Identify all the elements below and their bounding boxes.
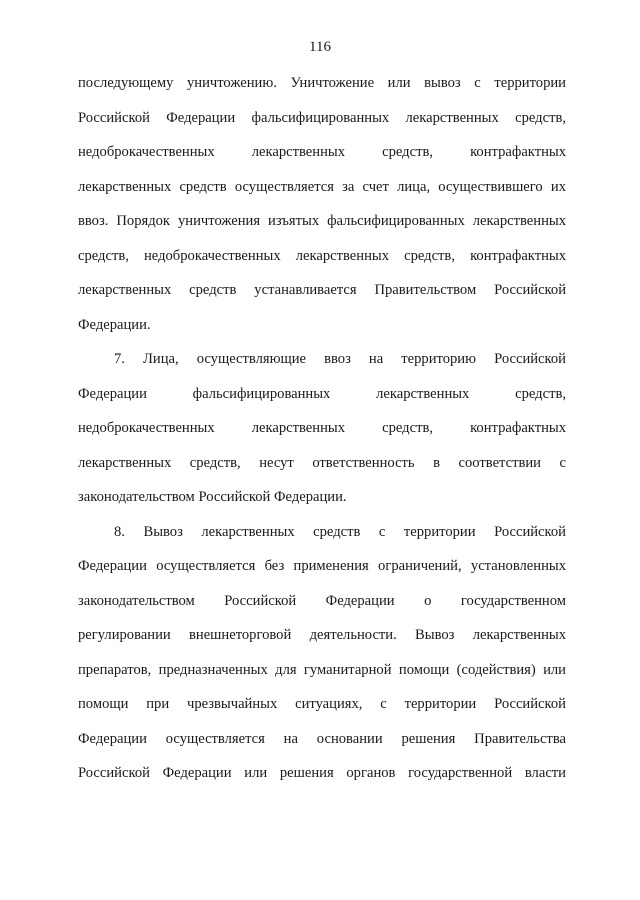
text-line: лекарственных средств устанавливается Правительством Российской	[78, 282, 566, 298]
text-line: законодательством Российской Федерации.	[78, 489, 347, 505]
text-line: Федерации осуществляется на основании решения Правительства	[78, 730, 566, 747]
text-line: лекарственных средств, несут ответственность в соответствии с	[78, 454, 566, 471]
paragraph-8	[78, 515, 566, 791]
paragraph-7	[78, 342, 566, 515]
text-line: законодательством Российской Федерации о государственном	[78, 592, 566, 609]
text-line: препаратов, предназначенных для гуманитарной помощи (содействия) или	[78, 661, 566, 678]
text-line: Российской Федерации или решения органов государственной власти	[78, 765, 566, 781]
text-line: средств, недоброкачественных лекарственных средств, контрафактных	[78, 247, 566, 264]
text-line: Федерации.	[78, 316, 151, 333]
text-line: Федерации осуществляется без применения ограничений, установленных	[78, 558, 566, 574]
text-line: последующему уничтожению. Уничтожение или вывоз с территории	[78, 75, 566, 91]
text-line: регулировании внешнеторговой деятельности. Вывоз лекарственных	[78, 627, 566, 643]
text-line: 7. Лица, осуществляющие ввоз на территорию Российской	[114, 351, 566, 367]
text-line: лекарственных средств осуществляется за счет лица, осуществившего их	[78, 178, 566, 195]
text-line: помощи при чрезвычайных ситуациях, с территории Российской	[78, 696, 566, 712]
text-line: недоброкачественных лекарственных средств, контрафактных	[78, 420, 566, 436]
page-number: 116	[309, 39, 331, 55]
text-line: Федерации фальсифицированных лекарственных средств,	[78, 385, 566, 402]
paragraph-continuation	[78, 66, 566, 342]
text-line: недоброкачественных лекарственных средств, контрафактных	[78, 144, 566, 160]
document-body	[78, 66, 566, 791]
text-line: 8. Вывоз лекарственных средств с территории Российской	[114, 523, 566, 540]
text-line: Российской Федерации фальсифицированных лекарственных средств,	[78, 109, 566, 126]
text-line: ввоз. Порядок уничтожения изъятых фальсифицированных лекарственных	[78, 213, 566, 229]
